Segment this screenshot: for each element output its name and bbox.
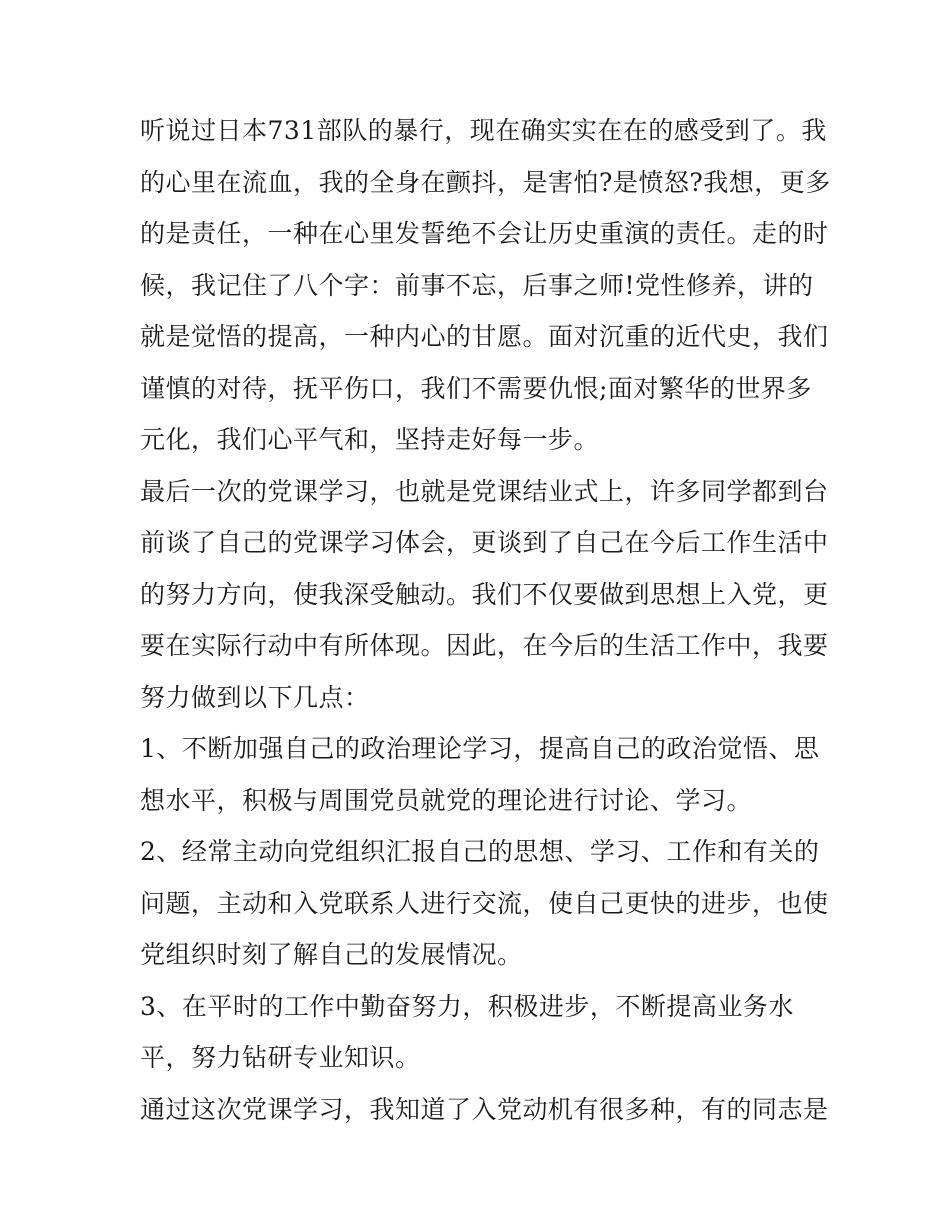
text-line: 就是觉悟的提高，一种内心的甘愿。面对沉重的近代史，我们 <box>140 322 829 351</box>
text-line: 问题，主动和入党联系人进行交流，使自己更快的进步，也使 <box>140 888 829 918</box>
body-text <box>140 112 840 1142</box>
text-line: 党组织时刻了解自己的发展情况。 <box>140 940 523 969</box>
text-line: 的是责任，一种在心里发誓绝不会让历史重演的责任。走的时 <box>140 219 829 248</box>
text-line: 听说过日本731部队的暴行，现在确实实在在的感受到了。我 <box>140 116 827 145</box>
text-line: 通过这次党课学习，我知道了入党动机有很多种，有的同志是 <box>140 1094 829 1124</box>
text-line: 元化，我们心平气和，坚持走好每一步。 <box>140 425 600 454</box>
text-line: 候，我记住了八个字：前事不忘，后事之师!党性修养，讲的 <box>140 270 814 300</box>
text-line: 平，努力钻研专业知识。 <box>140 1043 421 1072</box>
text-line: 的努力方向，使我深受触动。我们不仅要做到思想上入党，更 <box>140 579 829 609</box>
text-line: 谨慎的对待，抚平伤口，我们不需要仇恨;面对繁华的世界多 <box>140 373 812 403</box>
text-line: 努力做到以下几点： <box>140 682 370 712</box>
text-line: 最后一次的党课学习，也就是党课结业式上，许多同学都到台 <box>140 476 829 506</box>
text-line: 想水平，积极与周围党员就党的理论进行讨论、学习。 <box>140 785 753 815</box>
text-line: 2、经常主动向党组织汇报自己的思想、学习、工作和有关的 <box>140 837 820 866</box>
text-line: 1、不断加强自己的政治理论学习，提高自己的政治觉悟、思 <box>140 734 820 763</box>
text-line: 的心里在流血，我的全身在颤抖，是害怕?是愤怒?我想，更多 <box>140 167 831 197</box>
text-line: 要在实际行动中有所体现。因此，在今后的生活工作中，我要 <box>140 631 829 660</box>
text-line: 前谈了自己的党课学习体会，更谈到了自己在今后工作生活中 <box>140 528 829 557</box>
text-line: 3、在平时的工作中勤奋努力，积极进步，不断提高业务水 <box>140 991 794 1021</box>
